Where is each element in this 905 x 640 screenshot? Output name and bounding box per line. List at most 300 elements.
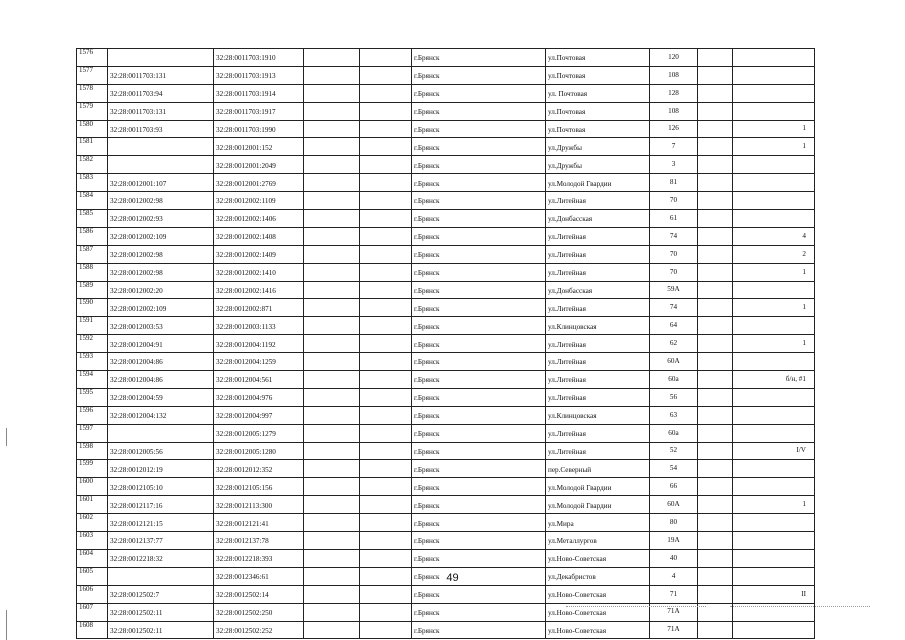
empty-cell xyxy=(360,603,412,621)
table-row xyxy=(77,192,815,210)
empty-cell xyxy=(360,406,412,424)
street-cell: ул.Металлургов xyxy=(546,532,650,550)
premise-number-cell: 1 xyxy=(733,335,815,353)
empty-cell xyxy=(698,478,733,496)
street-cell: ул.Почтовая xyxy=(546,66,650,84)
empty-cell xyxy=(304,514,360,532)
land-cadastral-number-cell xyxy=(108,138,214,156)
empty-cell xyxy=(304,406,360,424)
row-number-cell: 1603 xyxy=(77,532,108,550)
building-cadastral-number-cell: 32:28:0012001:2769 xyxy=(214,174,304,192)
table-row xyxy=(77,478,815,496)
land-cadastral-number-cell: 32:28:0012002:98 xyxy=(108,245,214,263)
empty-cell xyxy=(698,549,733,567)
building-cadastral-number-cell: 32:28:0012002:1406 xyxy=(214,210,304,228)
land-cadastral-number-cell: 32:28:0012002:109 xyxy=(108,227,214,245)
empty-cell xyxy=(360,621,412,639)
empty-cell xyxy=(360,460,412,478)
row-number-cell: 1579 xyxy=(77,102,108,120)
empty-cell xyxy=(698,245,733,263)
land-cadastral-number-cell xyxy=(108,424,214,442)
premise-number-cell xyxy=(733,192,815,210)
street-cell: ул.Мира xyxy=(546,514,650,532)
empty-cell xyxy=(360,263,412,281)
empty-cell xyxy=(360,424,412,442)
empty-cell xyxy=(304,174,360,192)
building-cadastral-number-cell: 32:28:0012502:250 xyxy=(214,603,304,621)
house-number-cell: 108 xyxy=(650,66,698,84)
house-number-cell: 56 xyxy=(650,388,698,406)
street-cell: ул.Клинцовская xyxy=(546,317,650,335)
building-cadastral-number-cell: 32:28:0012002:1409 xyxy=(214,245,304,263)
table-row xyxy=(77,84,815,102)
empty-cell xyxy=(698,156,733,174)
table-row xyxy=(77,460,815,478)
city-cell: г.Брянск xyxy=(412,49,546,67)
row-number-cell: 1582 xyxy=(77,156,108,174)
building-cadastral-number-cell: 32:28:0012004:997 xyxy=(214,406,304,424)
table-row xyxy=(77,263,815,281)
premise-number-cell xyxy=(733,174,815,192)
row-number-cell: 1591 xyxy=(77,317,108,335)
city-cell: г.Брянск xyxy=(412,138,546,156)
street-cell: ул.Ново-Советская xyxy=(546,603,650,621)
premise-number-cell xyxy=(733,514,815,532)
street-cell: ул.Литейная xyxy=(546,263,650,281)
city-cell: г.Брянск xyxy=(412,496,546,514)
house-number-cell: 40 xyxy=(650,549,698,567)
house-number-cell: 128 xyxy=(650,84,698,102)
empty-cell xyxy=(304,156,360,174)
table-row xyxy=(77,66,815,84)
house-number-cell: 74 xyxy=(650,227,698,245)
row-number-cell: 1593 xyxy=(77,353,108,371)
empty-cell xyxy=(304,66,360,84)
street-cell: ул.Литейная xyxy=(546,353,650,371)
street-cell: ул.Почтовая xyxy=(546,49,650,67)
street-cell: ул.Литейная xyxy=(546,227,650,245)
empty-cell xyxy=(304,496,360,514)
table-row xyxy=(77,335,815,353)
city-cell: г.Брянск xyxy=(412,263,546,281)
street-cell: ул.Молодой Гвардии xyxy=(546,478,650,496)
empty-cell xyxy=(360,496,412,514)
street-cell: ул.Почтовая xyxy=(546,102,650,120)
row-number-cell: 1583 xyxy=(77,174,108,192)
house-number-cell: 81 xyxy=(650,174,698,192)
building-cadastral-number-cell: 32:28:0012502:14 xyxy=(214,585,304,603)
empty-cell xyxy=(304,460,360,478)
empty-cell xyxy=(698,406,733,424)
land-cadastral-number-cell: 32:28:0012502:11 xyxy=(108,603,214,621)
street-cell: ул. Почтовая xyxy=(546,84,650,102)
premise-number-cell: 1 xyxy=(733,299,815,317)
premise-number-cell xyxy=(733,478,815,496)
row-number-cell: 1602 xyxy=(77,514,108,532)
premise-number-cell xyxy=(733,621,815,639)
empty-cell xyxy=(698,210,733,228)
land-cadastral-number-cell: 32:28:0012002:109 xyxy=(108,299,214,317)
city-cell: г.Брянск xyxy=(412,174,546,192)
house-number-cell: 108 xyxy=(650,102,698,120)
empty-cell xyxy=(304,263,360,281)
empty-cell xyxy=(304,532,360,550)
city-cell: г.Брянск xyxy=(412,371,546,389)
empty-cell xyxy=(698,442,733,460)
page-number: 49 xyxy=(446,572,459,584)
street-cell: ул.Литейная xyxy=(546,388,650,406)
building-cadastral-number-cell: 32:28:0012121:41 xyxy=(214,514,304,532)
premise-number-cell: I/V xyxy=(733,442,815,460)
premise-number-cell xyxy=(733,460,815,478)
empty-cell xyxy=(360,49,412,67)
premise-number-cell: 1 xyxy=(733,120,815,138)
land-cadastral-number-cell xyxy=(108,49,214,67)
street-cell: ул.Донбасская xyxy=(546,281,650,299)
city-cell: г.Брянск xyxy=(412,84,546,102)
city-cell: г.Брянск xyxy=(412,156,546,174)
building-cadastral-number-cell: 32:28:0012002:1410 xyxy=(214,263,304,281)
empty-cell xyxy=(304,102,360,120)
city-cell: г.Брянск xyxy=(412,227,546,245)
empty-cell xyxy=(304,549,360,567)
premise-number-cell xyxy=(733,317,815,335)
empty-cell xyxy=(360,371,412,389)
city-cell: г.Брянск xyxy=(412,66,546,84)
street-cell: ул.Молодой Гвардии xyxy=(546,496,650,514)
row-number-cell: 1594 xyxy=(77,371,108,389)
house-number-cell: 70 xyxy=(650,245,698,263)
city-cell: г.Брянск xyxy=(412,281,546,299)
empty-cell xyxy=(304,388,360,406)
row-number-cell: 1598 xyxy=(77,442,108,460)
empty-cell xyxy=(304,317,360,335)
house-number-cell: 71А xyxy=(650,621,698,639)
land-cadastral-number-cell: 32:28:0011703:94 xyxy=(108,84,214,102)
empty-cell xyxy=(304,335,360,353)
row-number-cell: 1580 xyxy=(77,120,108,138)
house-number-cell: 4 xyxy=(650,567,698,585)
empty-cell xyxy=(360,156,412,174)
house-number-cell: 19А xyxy=(650,532,698,550)
row-number-cell: 1577 xyxy=(77,66,108,84)
empty-cell xyxy=(360,478,412,496)
empty-cell xyxy=(304,84,360,102)
building-cadastral-number-cell: 32:28:0012502:252 xyxy=(214,621,304,639)
empty-cell xyxy=(304,585,360,603)
row-number-cell: 1606 xyxy=(77,585,108,603)
land-cadastral-number-cell: 32:28:0012502:11 xyxy=(108,621,214,639)
scan-noise xyxy=(730,606,870,608)
empty-cell xyxy=(304,227,360,245)
empty-cell xyxy=(698,138,733,156)
table-row xyxy=(77,549,815,567)
row-number-cell: 1600 xyxy=(77,478,108,496)
empty-cell xyxy=(360,84,412,102)
city-cell: г.Брянск xyxy=(412,245,546,263)
house-number-cell: 70 xyxy=(650,192,698,210)
empty-cell xyxy=(304,138,360,156)
premise-number-cell xyxy=(733,156,815,174)
land-cadastral-number-cell xyxy=(108,156,214,174)
empty-cell xyxy=(698,514,733,532)
empty-cell xyxy=(698,335,733,353)
table-row xyxy=(77,353,815,371)
land-cadastral-number-cell: 32:28:0012105:10 xyxy=(108,478,214,496)
empty-cell xyxy=(360,138,412,156)
row-number-cell: 1585 xyxy=(77,210,108,228)
empty-cell xyxy=(304,192,360,210)
building-cadastral-number-cell: 32:28:0012218:393 xyxy=(214,549,304,567)
city-cell: г.Брянск xyxy=(412,460,546,478)
empty-cell xyxy=(360,388,412,406)
house-number-cell: 60а xyxy=(650,371,698,389)
city-cell: г.Брянск xyxy=(412,192,546,210)
building-cadastral-number-cell: 32:28:0012002:1408 xyxy=(214,227,304,245)
table-row xyxy=(77,424,815,442)
land-cadastral-number-cell: 32:28:0012001:107 xyxy=(108,174,214,192)
register-table xyxy=(76,48,815,639)
empty-cell xyxy=(698,299,733,317)
house-number-cell: 126 xyxy=(650,120,698,138)
empty-cell xyxy=(698,496,733,514)
premise-number-cell: 1 xyxy=(733,496,815,514)
scan-noise xyxy=(566,606,706,608)
city-cell: г.Брянск xyxy=(412,102,546,120)
land-cadastral-number-cell: 32:28:0012502:7 xyxy=(108,585,214,603)
street-cell: ул.Молодой Гвардии xyxy=(546,174,650,192)
building-cadastral-number-cell: 32:28:0012137:78 xyxy=(214,532,304,550)
table-row xyxy=(77,138,815,156)
land-cadastral-number-cell: 32:28:0012137:77 xyxy=(108,532,214,550)
building-cadastral-number-cell: 32:28:0012002:1416 xyxy=(214,281,304,299)
empty-cell xyxy=(698,460,733,478)
table-row xyxy=(77,442,815,460)
row-number-cell: 1584 xyxy=(77,192,108,210)
empty-cell xyxy=(698,281,733,299)
building-cadastral-number-cell: 32:28:0011703:1917 xyxy=(214,102,304,120)
street-cell: ул.Литейная xyxy=(546,245,650,263)
premise-number-cell: 4 xyxy=(733,227,815,245)
empty-cell xyxy=(698,532,733,550)
empty-cell xyxy=(360,549,412,567)
premise-number-cell xyxy=(733,210,815,228)
building-cadastral-number-cell: 32:28:0012002:871 xyxy=(214,299,304,317)
land-cadastral-number-cell: 32:28:0012004:86 xyxy=(108,353,214,371)
row-number-cell: 1589 xyxy=(77,281,108,299)
table-row xyxy=(77,406,815,424)
empty-cell xyxy=(360,245,412,263)
empty-cell xyxy=(698,424,733,442)
empty-cell xyxy=(698,353,733,371)
land-cadastral-number-cell: 32:28:0011703:131 xyxy=(108,102,214,120)
land-cadastral-number-cell: 32:28:0012121:15 xyxy=(108,514,214,532)
empty-cell xyxy=(698,621,733,639)
empty-cell xyxy=(304,245,360,263)
empty-cell xyxy=(360,335,412,353)
land-cadastral-number-cell: 32:28:0012004:59 xyxy=(108,388,214,406)
table-row xyxy=(77,120,815,138)
building-cadastral-number-cell: 32:28:0012012:352 xyxy=(214,460,304,478)
land-cadastral-number-cell: 32:28:0012002:98 xyxy=(108,192,214,210)
empty-cell xyxy=(360,585,412,603)
table-row xyxy=(77,227,815,245)
house-number-cell: 60А xyxy=(650,353,698,371)
building-cadastral-number-cell: 32:28:0012005:1280 xyxy=(214,442,304,460)
building-cadastral-number-cell: 32:28:0011703:1913 xyxy=(214,66,304,84)
city-cell: г.Брянск xyxy=(412,549,546,567)
premise-number-cell xyxy=(733,102,815,120)
house-number-cell: 74 xyxy=(650,299,698,317)
empty-cell xyxy=(698,66,733,84)
street-cell: ул.Декабристов xyxy=(546,567,650,585)
premise-number-cell: б/н, #1 xyxy=(733,371,815,389)
row-number-cell: 1607 xyxy=(77,603,108,621)
empty-cell xyxy=(304,621,360,639)
table-row xyxy=(77,210,815,228)
table-row xyxy=(77,174,815,192)
land-cadastral-number-cell: 32:28:0012002:93 xyxy=(108,210,214,228)
building-cadastral-number-cell: 32:28:0012113:300 xyxy=(214,496,304,514)
table-row xyxy=(77,102,815,120)
city-cell: г.Брянск xyxy=(412,442,546,460)
street-cell: ул.Литейная xyxy=(546,335,650,353)
table-row xyxy=(77,299,815,317)
house-number-cell: 63 xyxy=(650,406,698,424)
row-number-cell: 1586 xyxy=(77,227,108,245)
street-cell: ул.Литейная xyxy=(546,299,650,317)
house-number-cell: 71 xyxy=(650,585,698,603)
city-cell: г.Брянск xyxy=(412,514,546,532)
house-number-cell: 80 xyxy=(650,514,698,532)
row-number-cell: 1588 xyxy=(77,263,108,281)
empty-cell xyxy=(360,317,412,335)
city-cell: г.Брянск xyxy=(412,388,546,406)
premise-number-cell xyxy=(733,281,815,299)
row-number-cell: 1608 xyxy=(77,621,108,639)
empty-cell xyxy=(304,120,360,138)
empty-cell xyxy=(698,84,733,102)
premise-number-cell xyxy=(733,406,815,424)
street-cell: ул.Клинцовская xyxy=(546,406,650,424)
land-cadastral-number-cell: 32:28:0012004:91 xyxy=(108,335,214,353)
empty-cell xyxy=(360,66,412,84)
premise-number-cell xyxy=(733,424,815,442)
premise-number-cell: 1 xyxy=(733,263,815,281)
table-row xyxy=(77,281,815,299)
premise-number-cell: II xyxy=(733,585,815,603)
empty-cell xyxy=(360,210,412,228)
empty-cell xyxy=(698,263,733,281)
row-number-cell: 1578 xyxy=(77,84,108,102)
empty-cell xyxy=(360,532,412,550)
land-cadastral-number-cell: 32:28:0012004:132 xyxy=(108,406,214,424)
row-number-cell: 1599 xyxy=(77,460,108,478)
table-row xyxy=(77,49,815,67)
premise-number-cell xyxy=(733,49,815,67)
empty-cell xyxy=(304,299,360,317)
building-cadastral-number-cell: 32:28:0012002:1109 xyxy=(214,192,304,210)
empty-cell xyxy=(360,102,412,120)
street-cell: ул.Дружбы xyxy=(546,138,650,156)
building-cadastral-number-cell: 32:28:0012004:1259 xyxy=(214,353,304,371)
empty-cell xyxy=(304,353,360,371)
land-cadastral-number-cell: 32:28:0012005:56 xyxy=(108,442,214,460)
city-cell: г.Брянск xyxy=(412,335,546,353)
premise-number-cell xyxy=(733,84,815,102)
empty-cell xyxy=(360,281,412,299)
premise-number-cell: 2 xyxy=(733,245,815,263)
table-row xyxy=(77,585,815,603)
land-cadastral-number-cell: 32:28:0012012:19 xyxy=(108,460,214,478)
building-cadastral-number-cell: 32:28:0011703:1910 xyxy=(214,49,304,67)
empty-cell xyxy=(698,317,733,335)
empty-cell xyxy=(360,299,412,317)
building-cadastral-number-cell: 32:28:0012003:1133 xyxy=(214,317,304,335)
empty-cell xyxy=(698,227,733,245)
building-cadastral-number-cell: 32:28:0012004:1192 xyxy=(214,335,304,353)
street-cell: ул.Ново-Советская xyxy=(546,621,650,639)
building-cadastral-number-cell: 32:28:0012004:976 xyxy=(214,388,304,406)
land-cadastral-number-cell: 32:28:0012003:53 xyxy=(108,317,214,335)
house-number-cell: 7 xyxy=(650,138,698,156)
empty-cell xyxy=(698,102,733,120)
empty-cell xyxy=(698,585,733,603)
empty-cell xyxy=(698,388,733,406)
building-cadastral-number-cell: 32:28:0012001:152 xyxy=(214,138,304,156)
house-number-cell: 64 xyxy=(650,317,698,335)
city-cell: г.Брянск xyxy=(412,406,546,424)
table-row xyxy=(77,621,815,639)
table-row xyxy=(77,532,815,550)
land-cadastral-number-cell: 32:28:0011703:131 xyxy=(108,66,214,84)
building-cadastral-number-cell: 32:28:0012005:1279 xyxy=(214,424,304,442)
row-number-cell: 1604 xyxy=(77,549,108,567)
table-row xyxy=(77,388,815,406)
house-number-cell: 70 xyxy=(650,263,698,281)
empty-cell xyxy=(360,514,412,532)
empty-cell xyxy=(698,174,733,192)
row-number-cell: 1605 xyxy=(77,567,108,585)
street-cell: ул.Литейная xyxy=(546,192,650,210)
table-row xyxy=(77,371,815,389)
street-cell: ул.Литейная xyxy=(546,371,650,389)
house-number-cell: 66 xyxy=(650,478,698,496)
house-number-cell: 120 xyxy=(650,49,698,67)
premise-number-cell xyxy=(733,353,815,371)
house-number-cell: 52 xyxy=(650,442,698,460)
row-number-cell: 1581 xyxy=(77,138,108,156)
city-cell: г.Брянск xyxy=(412,317,546,335)
land-cadastral-number-cell: 32:28:0012002:98 xyxy=(108,263,214,281)
empty-cell xyxy=(304,424,360,442)
table-body xyxy=(77,49,815,639)
street-cell: пер.Северный xyxy=(546,460,650,478)
empty-cell xyxy=(698,192,733,210)
city-cell: г.Брянск xyxy=(412,478,546,496)
city-cell: г.Брянск xyxy=(412,532,546,550)
land-cadastral-number-cell: 32:28:0012218:32 xyxy=(108,549,214,567)
empty-cell xyxy=(698,49,733,67)
building-cadastral-number-cell: 32:28:0012105:156 xyxy=(214,478,304,496)
land-cadastral-number-cell: 32:28:0012002:20 xyxy=(108,281,214,299)
premise-number-cell xyxy=(733,388,815,406)
house-number-cell: 60а xyxy=(650,424,698,442)
house-number-cell: 3 xyxy=(650,156,698,174)
margin-mark xyxy=(6,610,7,640)
premise-number-cell xyxy=(733,532,815,550)
house-number-cell: 62 xyxy=(650,335,698,353)
